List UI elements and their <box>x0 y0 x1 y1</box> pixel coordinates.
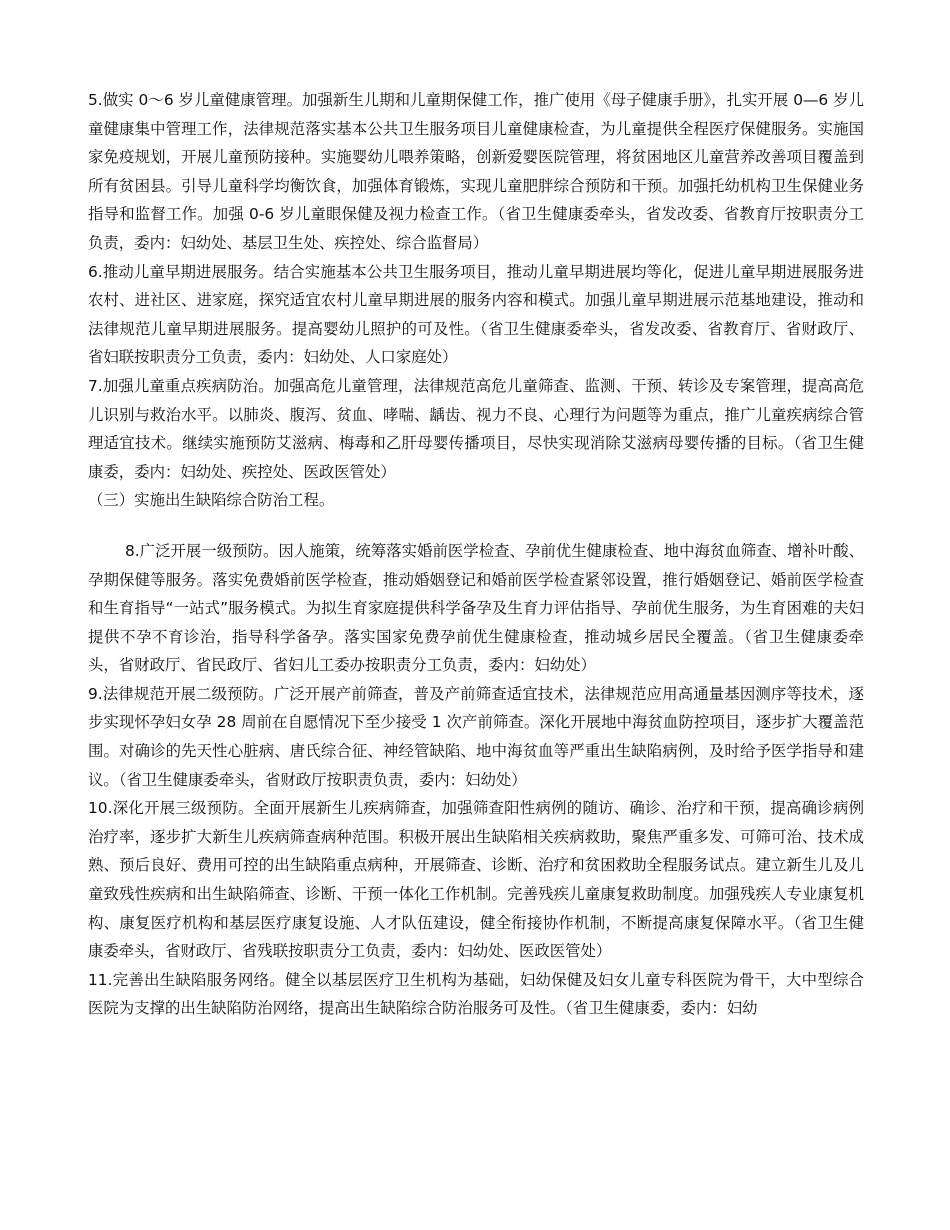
paragraph-8: 8.广泛开展一级预防。因人施策，统筹落实婚前医学检查、孕前优生健康检查、地中海贫血筛查、增补叶酸、孕期保健等服务。落实免费婚前医学检查，推动婚姻登记和婚前医学检查紧邻设置，推行婚姻登记、婚前医学检查和生育指导“一站式”服务模式。为拟生育家庭提供科学备孕及生育力评估指导、孕前优生服务，为生育困难的夫妇提供不孕不育诊治，指导科学备孕。落实国家免费孕前优生健康检查，推动城乡居民全覆盖。（省卫生健康委牵头，省财政厅、省民政厅、省妇儿工委办按职责分工负责，委内：妇幼处） <box>88 541 864 675</box>
paragraph-7: 7.加强儿童重点疾病防治。加强高危儿童管理，法律规范高危儿童筛查、监测、干预、转诊及专案管理，提高高危儿识别与救治水平。以肺炎、腹泻、贫血、哮喘、龋齿、视力不良、心理行为问题等为重点，推广儿童疾病综合管理适宜技术。继续实施预防艾滋病、梅毒和乙肝母婴传播项目，尽快实现消除艾滋病母婴传播的目标。（省卫生健康委，委内：妇幼处、疾控处、医政医管处） <box>88 376 864 481</box>
document-page <box>88 86 864 1023</box>
paragraph-6: 6.推动儿童早期进展服务。结合实施基本公共卫生服务项目，推动儿童早期进展均等化，促进儿童早期进展服务进农村、进社区、进家庭，探究适宜农村儿童早期进展的服务内容和模式。加强儿童早期进展示范基地建设，推动和法律规范儿童早期进展服务。提高婴幼儿照护的可及性。（省卫生健康委牵头，省发改委、省教育厅、省财政厅、省妇联按职责分工负责，委内：妇幼处、人口家庭处） <box>88 262 864 367</box>
paragraph-10: 10.深化开展三级预防。全面开展新生儿疾病筛查，加强筛查阳性病例的随访、确诊、治疗和干预，提高确诊病例治疗率，逐步扩大新生儿疾病筛查病种范围。积极开展出生缺陷相关疾病救助，聚焦严重多发、可筛可治、技术成熟、预后良好、费用可控的出生缺陷重点病种，开展筛查、诊断、治疗和贫困救助全程服务试点。建立新生儿及儿童致残性疾病和出生缺陷筛查、诊断、干预一体化工作机制。完善残疾儿童康复救助制度。加强残疾人专业康复机构、康复医疗机构和基层医疗康复设施、人才队伍建设，健全衔接协作机制，不断提高康复保障水平。（省卫生健康委牵头，省财政厅、省残联按职责分工负责，委内：妇幼处、医政医管处） <box>88 799 864 961</box>
paragraph-9: 9.法律规范开展二级预防。广泛开展产前筛查，普及产前筛查适宜技术，法律规范应用高通量基因测序等技术，逐步实现怀孕妇女孕 28 周前在自愿情况下至少接受 1 次产前筛查。深化开展地中海贫血防控项目，逐步扩大覆盖范围。对确诊的先天性心脏病、唐氏综合征、神经管缺陷、地中海贫血等严重出生缺陷病例，及时给予医学指导和建议。（省卫生健康委牵头，省财政厅按职责负责，委内：妇幼处） <box>88 684 864 789</box>
section-spacer <box>88 515 864 537</box>
section-heading: （三）实施出生缺陷综合防治工程。 <box>88 491 335 510</box>
paragraph-5: 5.做实 0～6 岁儿童健康管理。加强新生儿期和儿童期保健工作，推广使用《母子健康手册》，扎实开展 0—6 岁儿童健康集中管理工作，法律规范落实基本公共卫生服务项目儿童健康检查，为儿童提供全程医疗保健服务。实施国家免疫规划，开展儿童预防接种。实施婴幼儿喂养策略，创新爱婴医院管理，将贫困地区儿童营养改善项目覆盖到所有贫困县。引导儿童科学均衡饮食，加强体育锻炼，实现儿童肥胖综合预防和干预。加强托幼机构卫生保健业务指导和监督工作。加强 0-6 岁儿童眼保健及视力检查工作。（省卫生健康委牵头，省发改委、省教育厅按职责分工负责，委内：妇幼处、基层卫生处、疾控处、综合监督局） <box>88 91 864 252</box>
paragraph-11: 11.完善出生缺陷服务网络。健全以基层医疗卫生机构为基础，妇幼保健及妇女儿童专科医院为骨干，大中型综合医院为支撑的出生缺陷防治网络，提高出生缺陷综合防治服务可及性。（省卫生健康委，委内：妇幼 <box>88 970 864 1018</box>
